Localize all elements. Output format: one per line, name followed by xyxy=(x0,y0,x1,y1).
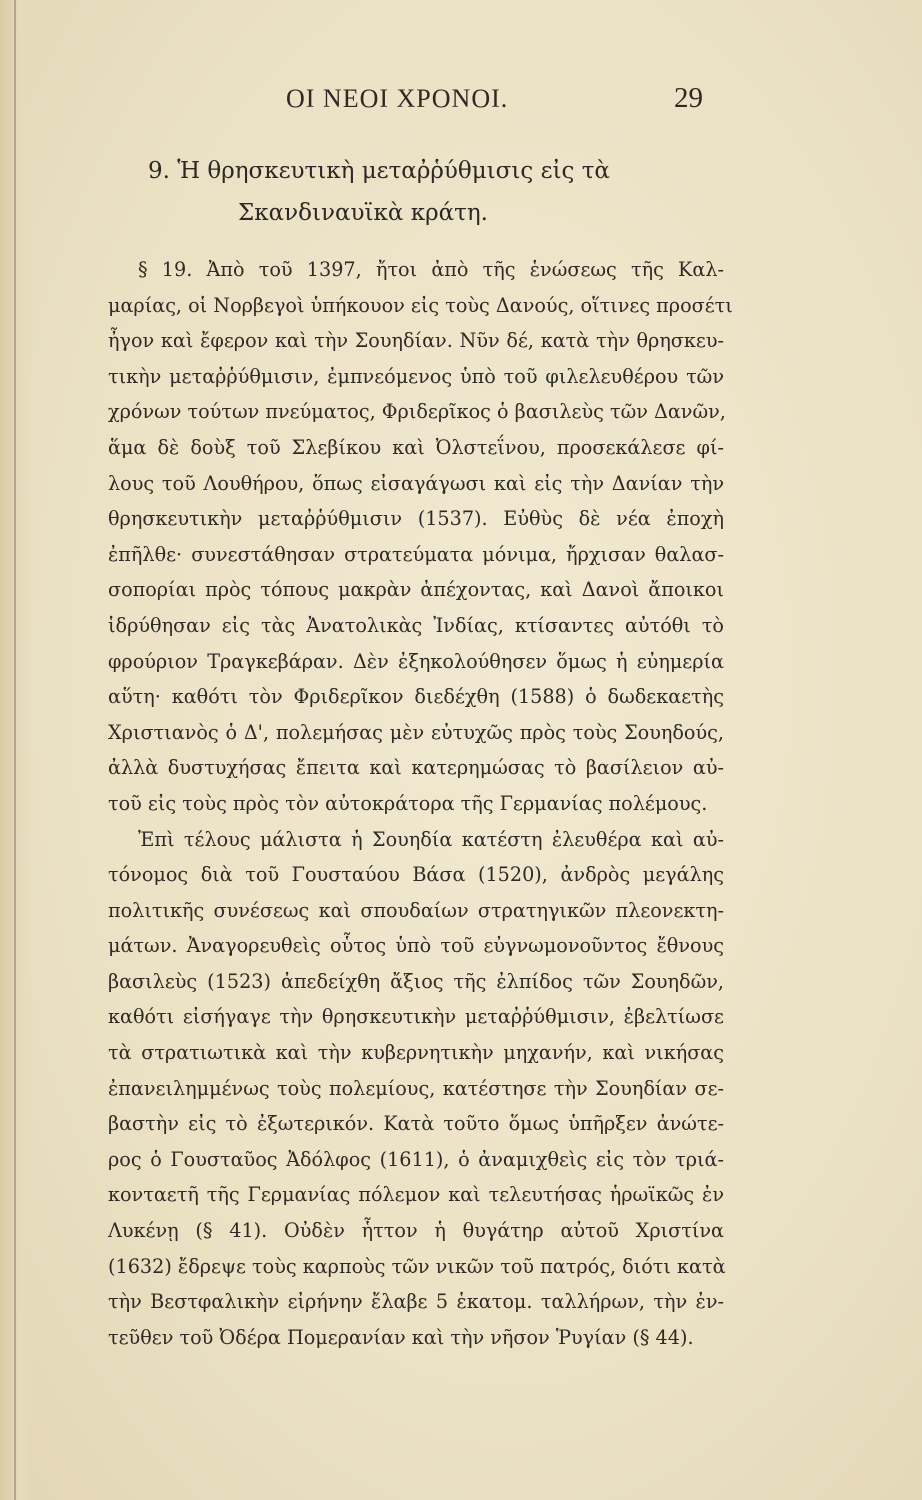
text-line: μάτων. Ἀναγορευθεὶς οὗτος ὑπὸ τοῦ εὐγνωμονοῦντος ἔθνους xyxy=(108,934,724,958)
text-line: τεῦθεν τοῦ Ὀδέρα Πομερανίαν καὶ τὴν νῆσον Ῥυγίαν (§ 44). xyxy=(108,1325,694,1349)
text-line: λους τοῦ Λουθήρου, ὅπως εἰσαγάγωσι καὶ εἰς τὴν Δανίαν τὴν xyxy=(108,471,724,495)
text-line: ἐπανειλημμένως τοὺς πολεμίους, κατέστησε τὴν Σουηδίαν σε- xyxy=(108,1076,724,1100)
text-line: τόνομος διὰ τοῦ Γουσταύου Βάσα (1520), ἀνδρὸς μεγάλης xyxy=(108,863,724,887)
text-line: τικὴν μεταῤῥύθμισιν, ἐμπνεόμενος ὑπὸ τοῦ φιλελευθέρου τῶν xyxy=(108,364,724,388)
text-line: φρούριον Τραγκεβάραν. Δὲν ἐξηκολούθησεν ὅμως ἡ εὐημερία xyxy=(108,649,724,673)
section-heading xyxy=(148,150,768,234)
text-line: ρος ὁ Γουσταῦος Ἀδόλφος (1611), ὁ ἀναμιχθεὶς εἰς τὸν τριά- xyxy=(108,1147,724,1171)
section-heading-line-1: 9. Ἡ θρησκευτικὴ μεταῤῥύθμισις εἰς τὰ xyxy=(148,158,610,184)
text-line: μαρίας, οἱ Νορβεγοὶ ὑπήκουον εἰς τοὺς Δανούς, οἵτινες προσέτι xyxy=(108,293,733,317)
text-line: ἐπῆλθε· συνεστάθησαν στρατεύματα μόνιμα, ἤρχισαν θαλασ- xyxy=(108,542,724,566)
text-line: σοπορίαι πρὸς τόπους μακρὰν ἀπέχοντας, καὶ Δανοὶ ἄποικοι xyxy=(108,578,724,602)
running-head-title: ΟΙ ΝΕΟΙ ΧΡΟΝΟΙ. xyxy=(286,84,509,113)
text-line: ἀλλὰ δυστυχήσας ἔπειτα καὶ κατερημώσας τὸ βασίλειον αὐ- xyxy=(108,756,724,780)
text-line: ἦγον καὶ ἔφερον καὶ τὴν Σουηδίαν. Νῦν δέ, κατὰ τὴν θρησκευ- xyxy=(108,329,724,353)
text-line: (1632) ἔδρεψε τοὺς καρποὺς τῶν νικῶν τοῦ πατρός, διότι κατὰ xyxy=(108,1254,726,1278)
running-head xyxy=(0,84,922,124)
text-line: καθότι εἰσήγαγε τὴν θρησκευτικὴν μεταῤῥύθμισιν, ἐβελτίωσε xyxy=(108,1005,724,1029)
text-line: βαστὴν εἰς τὸ ἐξωτερικόν. Κατὰ τοῦτο ὅμως ὑπῆρξεν ἀνώτε- xyxy=(108,1112,724,1136)
body-text xyxy=(108,252,733,1355)
text-line: Χριστιανὸς ὁ Δ', πολεμήσας μὲν εὐτυχῶς πρὸς τοὺς Σουηδούς, xyxy=(108,720,724,744)
text-line: Ἐπὶ τέλους μάλιστα ἡ Σουηδία κατέστη ἐλευθέρα καὶ αὐ- xyxy=(138,827,724,851)
text-line: τοῦ εἰς τοὺς πρὸς τὸν αὐτοκράτορα τῆς Γερμανίας πολέμους. xyxy=(108,791,708,815)
text-line: πολιτικῆς συνέσεως καὶ σπουδαίων στρατηγικῶν πλεονεκτη- xyxy=(108,898,724,922)
page-number: 29 xyxy=(674,82,703,114)
text-line: § 19. Ἀπὸ τοῦ 1397, ἤτοι ἀπὸ τῆς ἑνώσεως τῆς Καλ- xyxy=(138,258,724,281)
text-line: θρησκευτικὴν μεταῤῥύθμισιν (1537). Εὐθὺς δὲ νέα ἐποχὴ xyxy=(108,507,724,531)
text-line: χρόνων τούτων πνεύματος, Φριδερῖκος ὁ βασιλεὺς τῶν Δανῶν, xyxy=(108,400,726,424)
text-line: τὴν Βεστφαλικὴν εἰρήνην ἔλαβε 5 ἑκατομ. ταλλήρων, τὴν ἐν- xyxy=(108,1290,724,1314)
page-gutter-shadow xyxy=(0,0,34,1500)
text-line: βασιλεὺς (1523) ἀπεδείχθη ἄξιος τῆς ἐλπίδος τῶν Σουηδῶν, xyxy=(108,969,724,993)
text-line: ἅμα δὲ δοὺξ τοῦ Σλεβίκου καὶ Ὀλστεΐνου, προσεκάλεσε φί- xyxy=(108,435,724,459)
text-line: τὰ στρατιωτικὰ καὶ τὴν κυβερνητικὴν μηχανήν, καὶ νικήσας xyxy=(108,1041,724,1065)
text-line: Λυκένῃ (§ 41). Οὐδὲν ἧττον ἡ θυγάτηρ αὐτοῦ Χριστίνα xyxy=(108,1219,724,1243)
text-line: ἱδρύθησαν εἰς τὰς Ἀνατολικὰς Ἰνδίας, κτίσαντες αὐτόθι τὸ xyxy=(108,613,724,637)
text-line: κονταετῆ τῆς Γερμανίας πόλεμον καὶ τελευτήσας ἡρωϊκῶς ἐν xyxy=(108,1183,724,1207)
text-line: αὕτη· καθότι τὸν Φριδερῖκον διεδέχθη (1588) ὁ δωδεκαετὴς xyxy=(108,685,724,709)
page-gutter-line xyxy=(14,0,16,1500)
section-heading-line-2: Σκανδιναυϊκὰ κράτη. xyxy=(238,200,488,226)
